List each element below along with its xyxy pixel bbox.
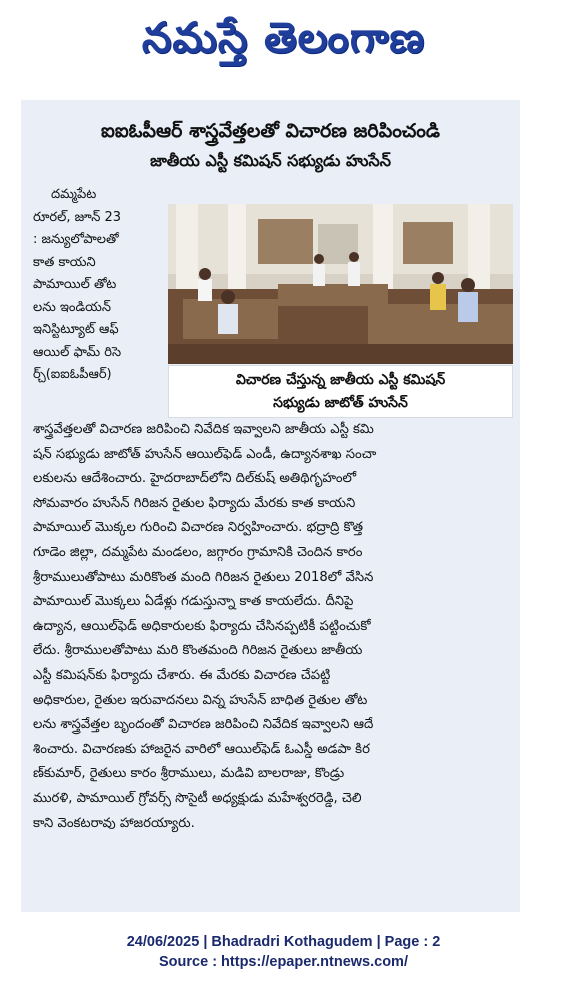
intro-line: ర్చ్(ఐఐఓపీఆర్) — [33, 367, 112, 382]
body-line: శించారు. విచారణకు హాజరైన వారిలో ఆయిల్‌ఫెడ్ ఓఎస్డీ అడపా కిర — [33, 741, 370, 757]
body-line: అధికారుల, రైతుల ఇరువాదనలు విన్న హుసేన్ బాధిత రైతుల తోట — [33, 692, 368, 708]
body-line: కాని వెంకటరావు హాజరయ్యారు. — [33, 815, 195, 831]
article-subhead: జాతీయ ఎస్టీ కమిషన్ సభ్యుడు హుసేన్ — [150, 151, 391, 170]
body-line: ణ్‌కుమార్, రైతులు కారం శ్రీరాములు, మడివి బాలరాజు, కొండ్రు — [33, 766, 345, 782]
photo-caption — [168, 365, 513, 418]
article-headline: ఐఐఓపీఆర్ శాస్త్రవేత్తలతో విచారణ జరిపించండి — [101, 120, 440, 142]
intro-line: దమ్మపేట — [51, 187, 97, 202]
newspaper-logo: నమస్తే తెలంగాణ — [141, 13, 426, 62]
body-line: సోమవారం హుసేన్ గిరిజన రైతుల ఫిర్యాదు మేరకు కాత కాయని — [33, 495, 356, 511]
intro-line: రూరల్, జూన్ 23 — [33, 209, 121, 225]
body-line: లకులను ఆదేశించారు. హైదరాబాద్‌లోని దిల్‌కుష్ అతిథిగృహంలో — [33, 471, 357, 487]
body-line: శాస్త్రవేత్తలతో విచారణ జరిపించి నివేదిక ఇవ్వాలని జాతీయ ఎస్టీ కమి — [33, 422, 374, 437]
intro-line: పామాయిల్ తోట — [33, 277, 117, 292]
masthead — [0, 0, 567, 86]
intro-line: కాత కాయని — [33, 254, 96, 270]
body-line: పామాయిల్ మొక్కలు ఏడేళ్లు గడుస్తున్నా కాత కాయలేదు. దీనిపై — [33, 594, 354, 610]
article-clipping — [21, 100, 520, 912]
caption-line: సభ్యుడు జాటోత్ హుసేన్ — [273, 395, 408, 411]
intro-line: ఇనిస్టిట్యూట్ ఆఫ్ — [33, 322, 119, 337]
article-body — [33, 418, 511, 836]
body-line: శ్రీరాములుతోపాటు మరికొంత మంది గిరిజన రైతులు 2018లో వేసిన — [33, 569, 374, 585]
body-line: లేదు. శ్రీరాములతోపాటు మరి కొంతమంది గిరిజన రైతులు జాతీయ — [33, 643, 363, 659]
meeting-photo — [168, 204, 513, 364]
body-line: మురళి, పామాయిల్ గ్రోవర్స్ సొసైటీ అధ్యక్షుడు మహేశ్వరరెడ్డి, చెలి — [33, 790, 362, 806]
footer-source: Source : https://epaper.ntnews.com/ — [159, 954, 408, 970]
body-line: ఉద్యాన, ఆయిల్‌ఫెడ్ అధికారులకు ఫిర్యాదు చేసినప్పటికీ పట్టించుకో — [33, 618, 371, 634]
article-intro — [33, 184, 168, 387]
body-line: లను శాస్త్రవేత్తల బృందంతో విచారణ జరిపించి నివేదిక ఇవ్వాలని ఆదే — [33, 717, 374, 733]
intro-line: : జన్యులోపాలతో — [33, 232, 119, 247]
footer-date-edition: 24/06/2025 | Bhadradri Kothagudem | Page : 2 — [126, 934, 441, 950]
body-line: పామాయిల్ మొక్కల గురించి విచారణ నిర్వహించారు. భద్రాద్రి కొత్త — [33, 520, 363, 536]
intro-line: లను ఇండియన్ — [33, 299, 111, 315]
body-line: గూడెం జిల్లా, దమ్మపేట మండలం, జగ్గారం గ్రామానికి చెందిన కారం — [33, 544, 363, 560]
caption-line: విచారణ చేస్తున్న జాతీయ ఎస్టీ కమిషన్ — [235, 372, 446, 388]
meeting-room-image — [168, 204, 513, 364]
page-footer — [0, 932, 567, 972]
body-line: షన్ సభ్యుడు జాటోత్ హుసేన్ ఆయిల్‌ఫెడ్ ఎండీ, ఉద్యానశాఖ సంచా — [33, 446, 377, 462]
body-line: ఎస్టీ కమిషన్‌కు ఫిర్యాదు చేశారు. ఈ మేరకు విచారణ చేపట్టి — [33, 667, 331, 683]
intro-line: ఆయిల్ ఫామ్ రిసె — [33, 344, 122, 360]
